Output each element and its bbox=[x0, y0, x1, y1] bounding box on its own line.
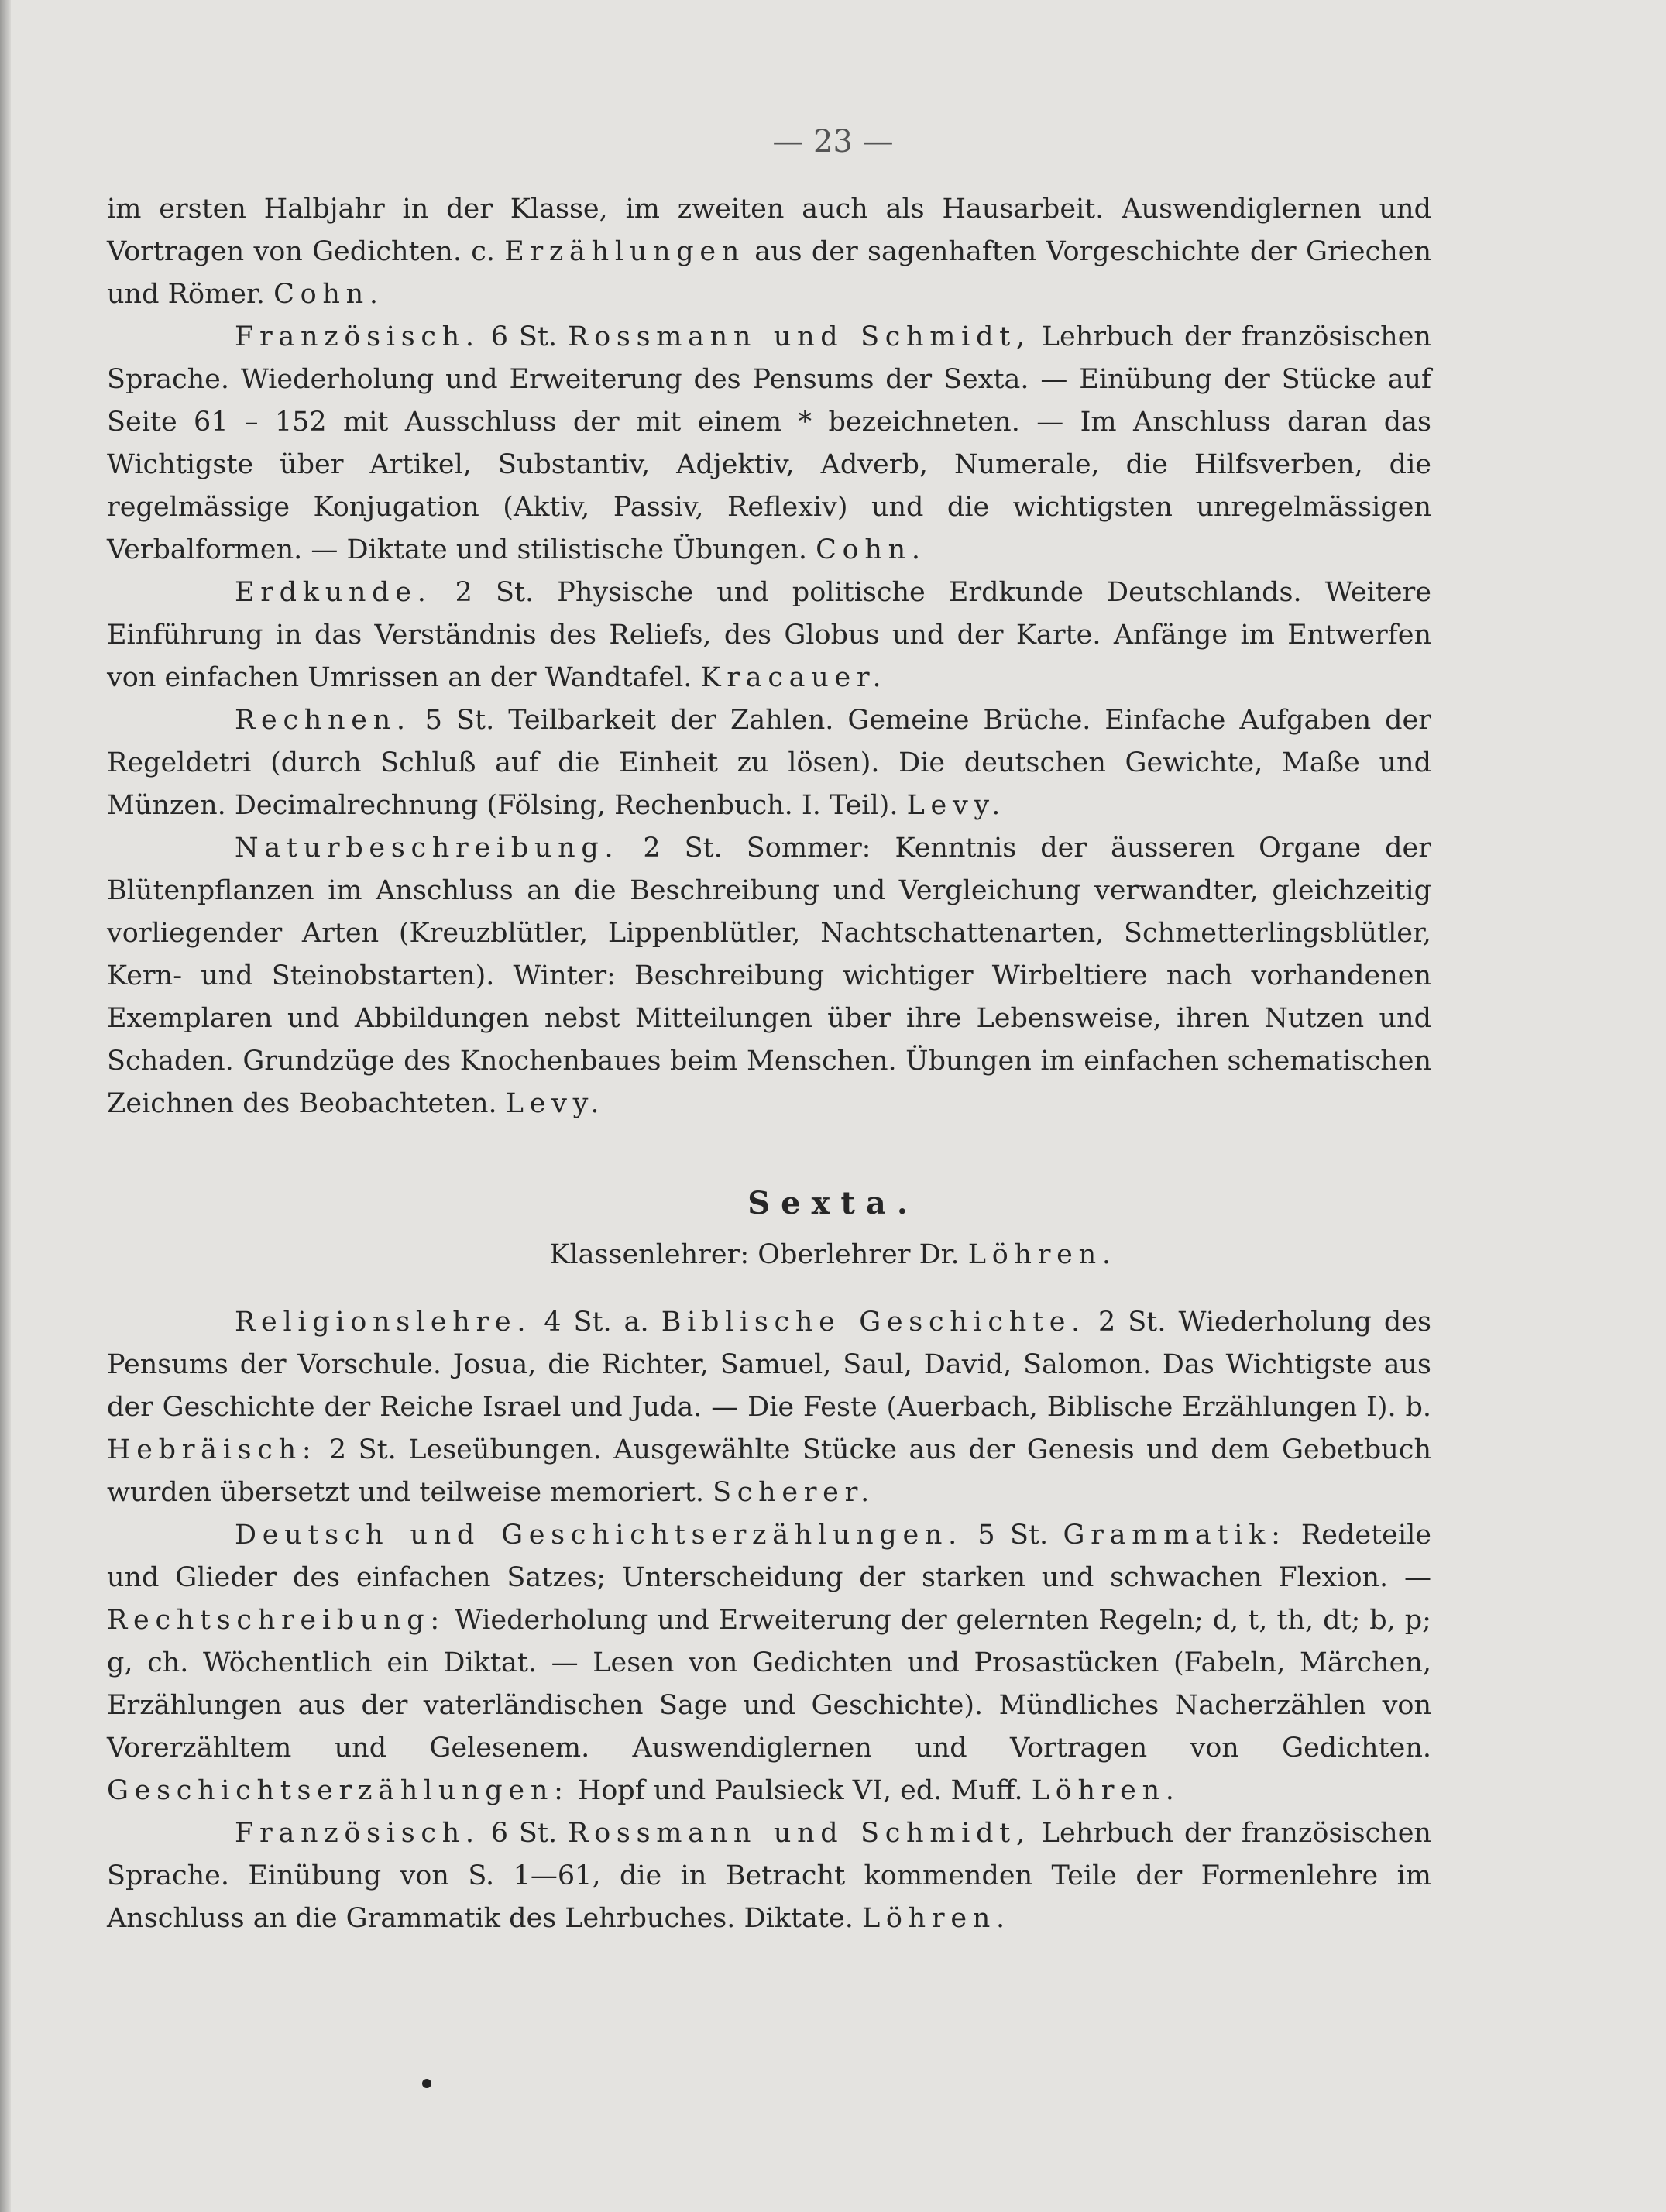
sexta-text bbox=[107, 1301, 1431, 1940]
paragraph-deutsch: Deutsch und Geschichtserzählungen. 5 St. Grammatik: Redeteile und Glieder des einfachen Satzes; Unterscheidung der starken und schwachen Flexion. — Rechtschreibung: Wiederholung und Erweiterung der gelernten Regeln; d, t, th, dt; b, p; g, ch. Wöchentlich ein Diktat. — Lesen von Gedichten und Prosastücken (Fabeln, Märchen, Erzählungen aus der vaterländischen Sage und Geschichte). Mündliches Nacherzählen von Vorerzähltem und Gelesenem. Auswendiglernen und Vortragen von Gedichten. Geschichtserzählungen: Hopf und Paulsieck VI, ed. Muff. Löhren. bbox=[107, 1520, 1431, 1806]
paragraph-rechnen: Rechnen. 5 St. Teilbarkeit der Zahlen. Gemeine Brüche. Einfache Aufgaben der Regeldetri (durch Schluß auf die Einheit zu lösen). Die deutschen Gewichte, Maße und Münzen. Decimalrechnung (Fölsing, Rechenbuch. I. Teil). Levy. bbox=[107, 705, 1431, 821]
class-teacher-line: Klassenlehrer: Oberlehrer Dr. Löhren. bbox=[549, 1239, 1117, 1270]
page-number: — 23 — bbox=[772, 124, 894, 160]
paragraph-religionslehre: Religionslehre. 4 St. a. Biblische Geschichte. 2 St. Wiederholung des Pensums der Vorschule. Josua, die Richter, Samuel, Saul, David, Salomon. Das Wichtigste aus der Geschichte der Reiche Israel und Juda. — Die Feste (Auerbach, Biblische Erzählungen I). b. Hebräisch: 2 St. Leseübungen. Ausgewählte Stücke aus der Genesis und dem Gebetbuch wurden übersetzt und teilweise memoriert. Scherer. bbox=[107, 1307, 1431, 1508]
quinta-text bbox=[107, 188, 1431, 1125]
page-edge bbox=[0, 0, 11, 2212]
paragraph-franzoesisch-sexta: Französisch. 6 St. Rossmann und Schmidt, Lehrbuch der französischen Sprache. Einübung von S. 1—61, die in Betracht kommenden Teile der Formenlehre im Anschluss an die Grammatik des Lehrbuches. Diktate. Löhren. bbox=[107, 1818, 1431, 1934]
paragraph-franzoesisch-quinta: Französisch. 6 St. Rossmann und Schmidt, Lehrbuch der französischen Sprache. Wiederholung und Erweiterung des Pensums der Sexta. — Einübung der Stücke auf Seite 61 – 152 mit Ausschluss der mit einem * bezeichneten. — Im Anschluss daran das Wichtigste über Artikel, Substantiv, Adjektiv, Adverb, Numerale, die Hilfsverben, die regelmässige Konjugation (Aktiv, Passiv, Reflexiv) und die wichtigsten unregelmässigen Verbalformen. — Diktate und stilistische Übungen. Cohn. bbox=[107, 321, 1431, 565]
continuation-paragraph: im ersten Halbjahr in der Klasse, im zweiten auch als Hausarbeit. Auswendiglernen und Vortragen von Gedichten. c. Erzählungen aus der sagenhaften Vorgeschichte der Griechen und Römer. Cohn. bbox=[107, 194, 1431, 310]
section-heading-sexta: Sexta. bbox=[747, 1185, 919, 1221]
ink-speck bbox=[422, 2079, 431, 2088]
paragraph-erdkunde: Erdkunde. 2 St. Physische und politische Erdkunde Deutschlands. Weitere Einführung in das Verständnis des Reliefs, des Globus und der Karte. Anfänge im Entwerfen von einfachen Umrissen an der Wandtafel. Kracauer. bbox=[107, 577, 1431, 693]
paragraph-naturbeschreibung: Naturbeschreibung. 2 St. Sommer: Kenntnis der äusseren Organe der Blütenpflanzen im Anschluss an die Beschreibung und Vergleichung verwandter, gleichzeitig vorliegender Arten (Kreuzblütler, Lippenblütler, Nachtschattenarten, Schmetterlingsblütler, Kern- und Steinobstarten). Winter: Beschreibung wichtiger Wirbeltiere nach vorhandenen Exemplaren und Abbildungen nebst Mitteilungen über ihre Lebensweise, ihren Nutzen und Schaden. Grundzüge des Knochenbaues beim Menschen. Übungen im einfachen schematischen Zeichnen des Beobachteten. Levy. bbox=[107, 833, 1431, 1119]
